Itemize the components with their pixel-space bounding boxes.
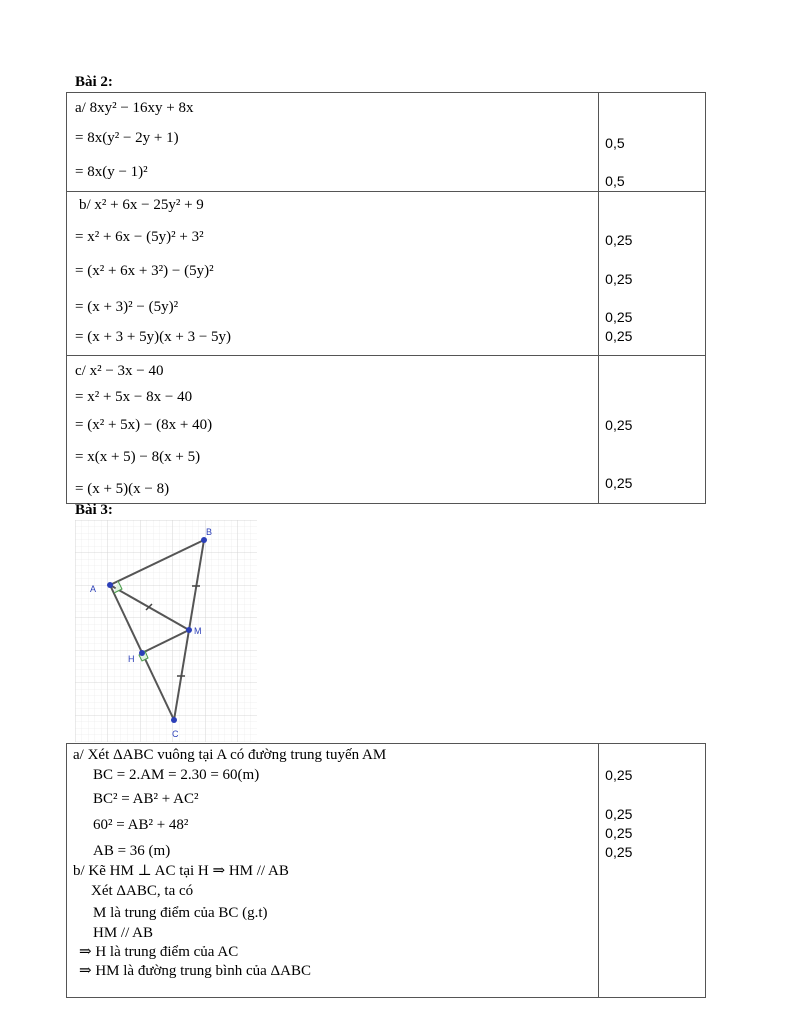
solution-line: ⇒ H là trung điểm của AC [79,944,239,960]
bai2-table [66,92,706,504]
table-row [67,93,706,192]
label-c: C [172,729,179,739]
score: 0,5 [605,173,625,189]
table-row [67,192,706,356]
part-c-points [599,356,706,504]
point-b [201,537,207,543]
score: 0,25 [605,806,633,822]
score: 0,25 [605,767,633,783]
score: 0,25 [605,417,633,433]
label-m: M [194,626,202,636]
table-row [67,356,706,504]
part-a-math [67,93,599,192]
math-line: = x² + 6x − (5y)² + 3² [75,229,204,245]
bai3-heading: Bài 3: [75,502,113,518]
label-b: B [206,527,213,537]
label-h: H [128,654,135,664]
bai3-solution-math [67,744,599,998]
score: 0,25 [605,825,633,841]
bai3-solution-points [599,744,706,998]
part-a-points [599,93,706,192]
math-line: = x² + 5x − 8x − 40 [75,389,193,405]
math-line: = (x + 5)(x − 8) [75,481,170,497]
part-b-points [599,192,706,356]
grid-background [75,520,257,742]
score: 0,5 [605,135,625,151]
solution-line: M là trung điểm của BC (g.t) [93,905,268,921]
label-a: A [90,584,97,594]
solution-line: BC = 2.AM = 2.30 = 60(m) [93,767,260,783]
part-b-math [67,192,599,356]
score: 0,25 [605,844,633,860]
part-c-math [67,356,599,504]
math-line: c/ x² − 3x − 40 [75,363,164,379]
math-line: = (x + 3)² − (5y)² [75,299,179,315]
solution-line: AB = 36 (m) [93,843,171,859]
point-a [107,582,113,588]
math-line: = (x + 3 + 5y)(x + 3 − 5y) [75,329,232,345]
triangle-figure [75,520,257,742]
math-line: = 8x(y² − 2y + 1) [75,130,179,146]
solution-line: HM // AB [93,925,154,941]
solution-line: BC² = AB² + AC² [93,791,199,807]
bai2-heading: Bài 2: [75,74,113,90]
table-row [67,744,706,998]
solution-line: a/ Xét ΔABC vuông tại A có đường trung tuyến AM [73,747,387,763]
solution-line: b/ Kẽ HM ⊥ AC tại H ⇒ HM // AB [73,863,289,879]
score: 0,25 [605,475,633,491]
score: 0,25 [605,309,633,325]
math-line: a/ 8xy² − 16xy + 8x [75,100,194,116]
score: 0,25 [605,328,633,344]
math-line: b/ x² + 6x − 25y² + 9 [79,197,204,213]
math-line: = (x² + 6x + 3²) − (5y)² [75,263,214,279]
math-line: = x(x + 5) − 8(x + 5) [75,449,201,465]
math-line: = 8x(y − 1)² [75,164,148,180]
point-m [186,627,192,633]
score: 0,25 [605,271,633,287]
solution-line: Xét ΔABC, ta có [91,883,194,899]
solution-line: 60² = AB² + 48² [93,817,189,833]
solution-line: ⇒ HM là đường trung bình của ΔABC [79,963,312,979]
point-h [139,650,145,656]
point-c [171,717,177,723]
bai3-table [66,743,706,998]
math-line: = (x² + 5x) − (8x + 40) [75,417,213,433]
score: 0,25 [605,232,633,248]
